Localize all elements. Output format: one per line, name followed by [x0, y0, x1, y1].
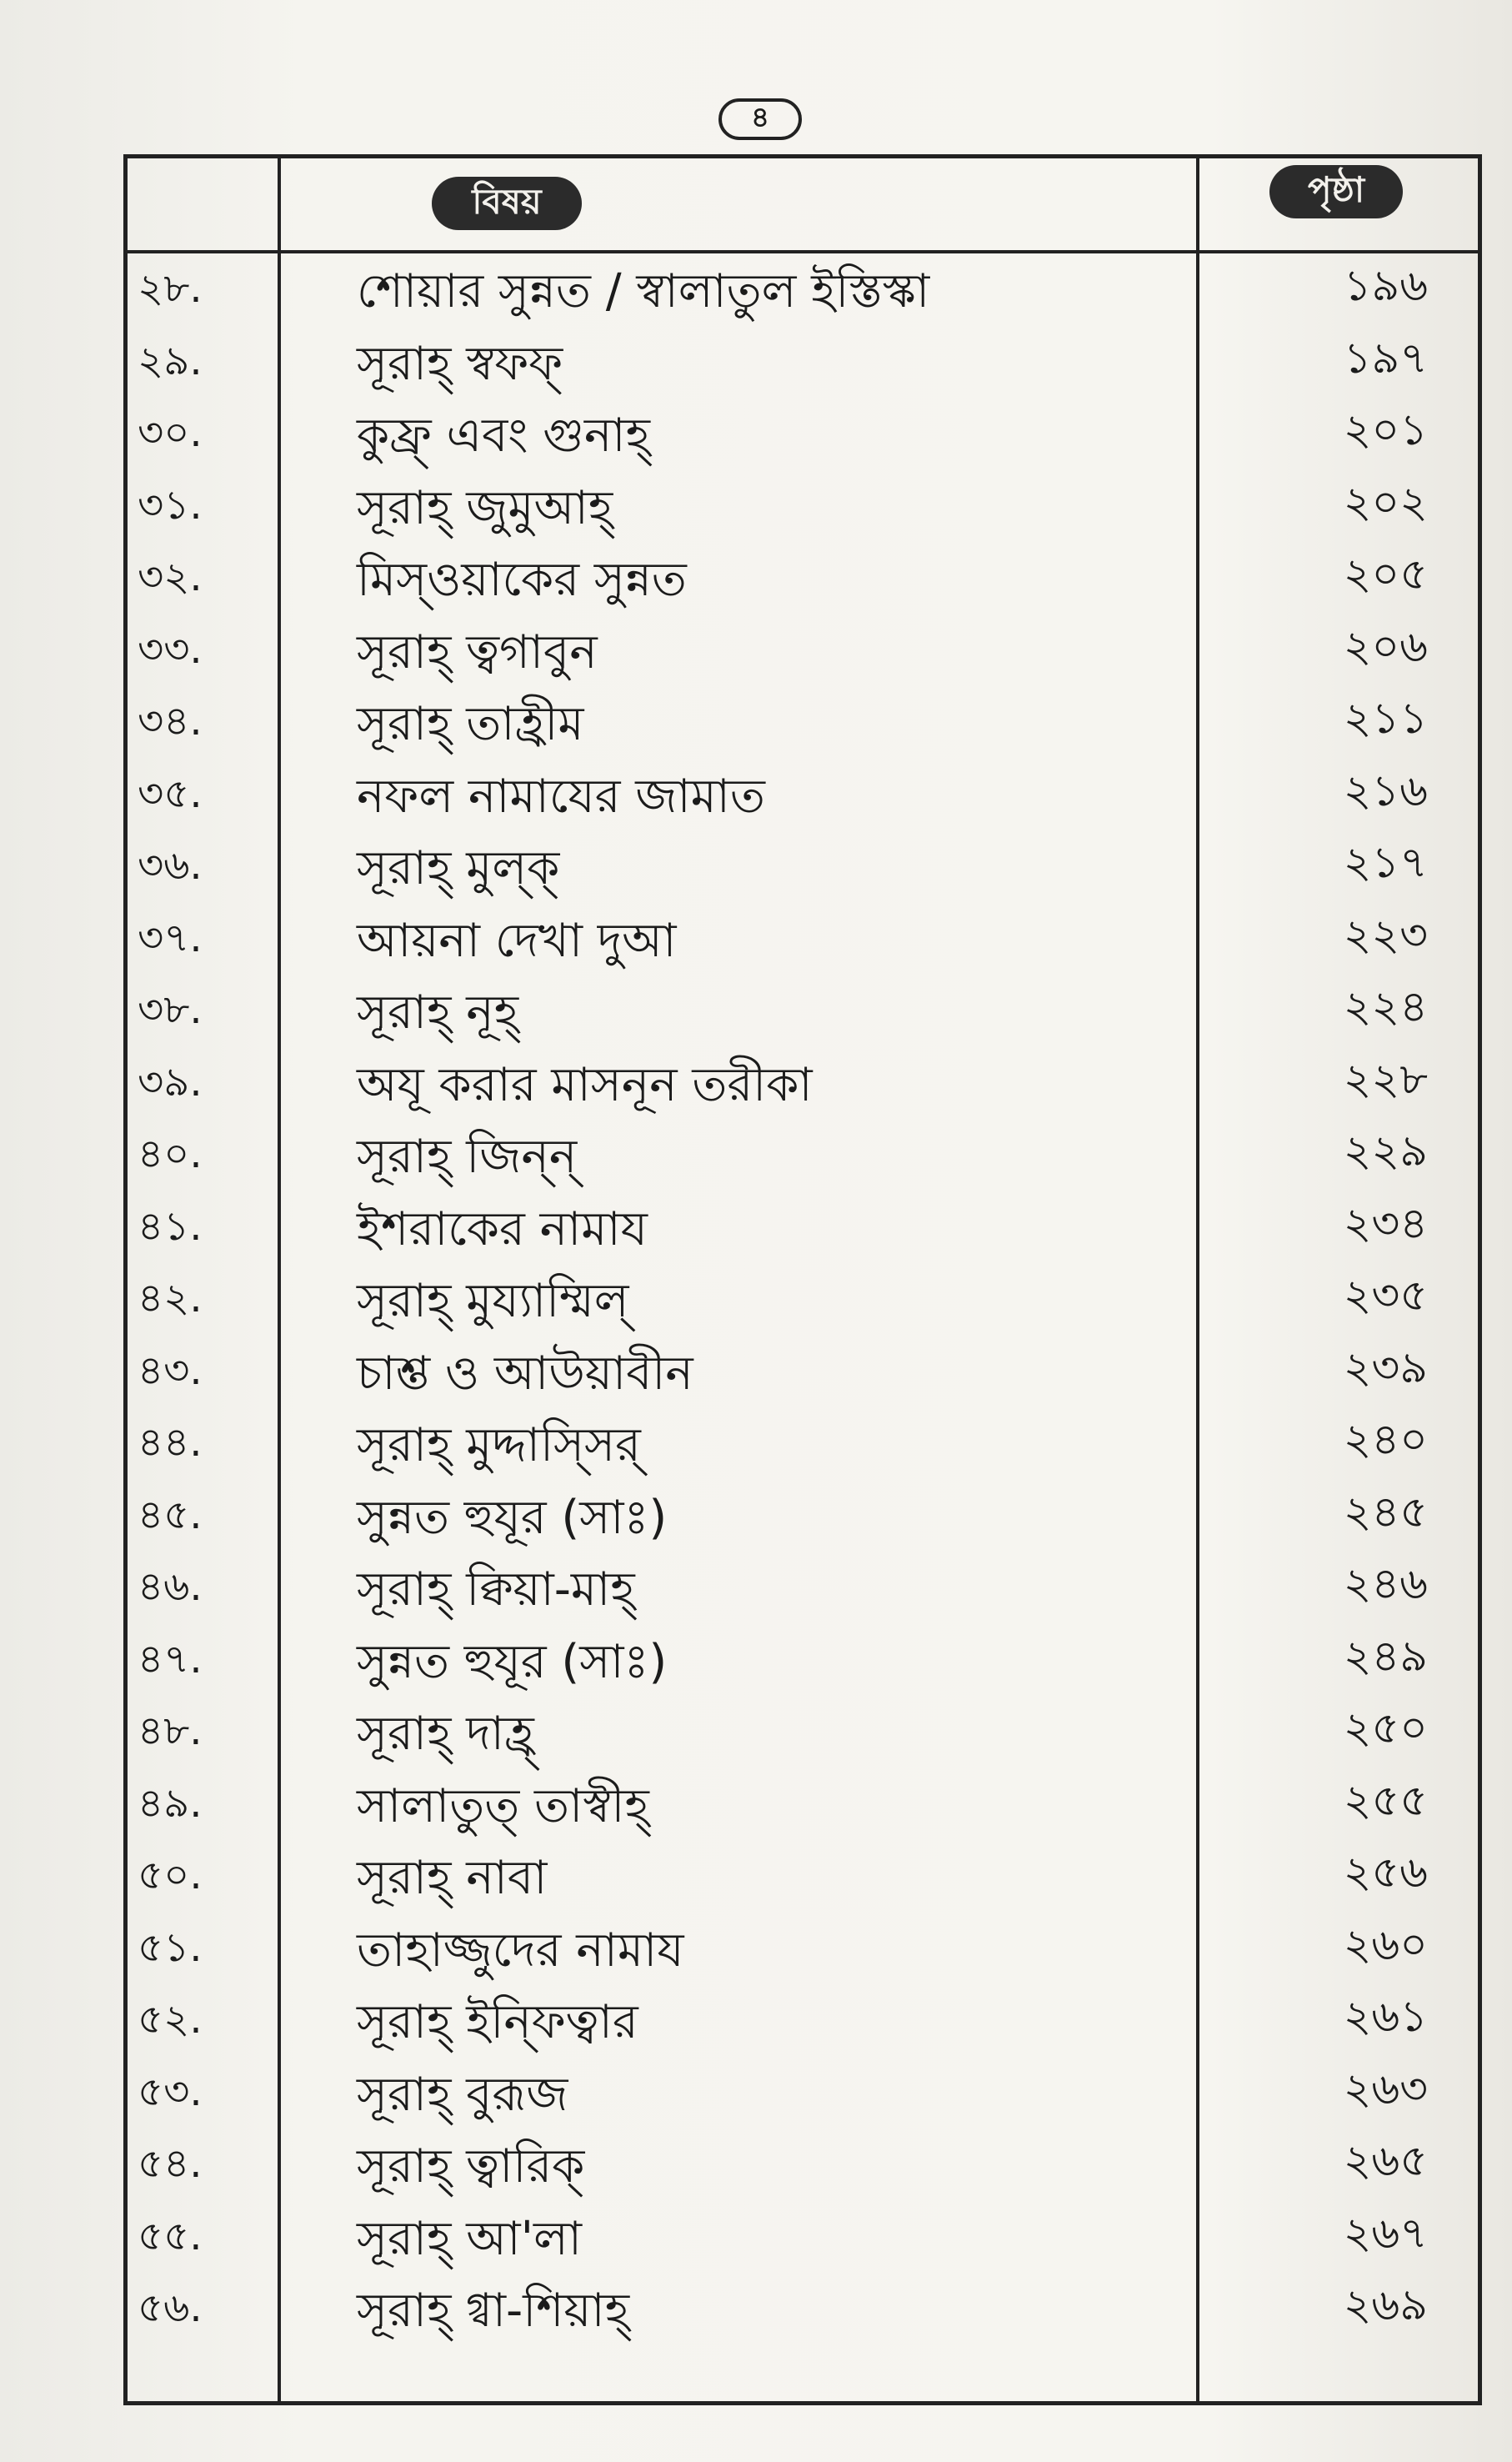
toc-entry-title: সূরাহ্ ত্বারিক্ — [357, 2139, 585, 2194]
toc-entry-page: ২১১ — [1343, 694, 1428, 744]
toc-entry-number: ৩৩. — [138, 625, 203, 673]
toc-entry-title: সূরাহ্ মুয্যাম্মিল্ — [357, 1274, 629, 1328]
toc-entry-number: ৩৬. — [138, 842, 203, 889]
toc-entry-page: ২২৯ — [1343, 1126, 1428, 1176]
toc-row — [128, 1117, 1478, 1190]
toc-entry-number: ৩৭. — [138, 914, 203, 961]
toc-entry-number: ৪০. — [138, 1131, 203, 1177]
toc-entry-number: ৪৩. — [138, 1346, 203, 1394]
toc-row — [128, 2199, 1478, 2272]
toc-entry-title: সূরাহ্ আ'লা — [357, 2211, 582, 2266]
toc-entry-title: নফল নামাযের জামাত — [357, 769, 765, 824]
toc-row — [128, 2271, 1478, 2344]
subject-column-header — [432, 177, 582, 230]
toc-row — [128, 252, 1478, 324]
toc-entry-number: ৫২. — [138, 1996, 203, 2043]
toc-entry-number: ৪৯. — [138, 1779, 203, 1827]
toc-row — [128, 324, 1478, 397]
toc-row — [128, 901, 1478, 974]
toc-entry-title: শোয়ার সুন্নত / স্বালাতুল ইস্তিস্কা — [357, 264, 930, 318]
toc-row — [128, 1550, 1478, 1622]
toc-row — [128, 1190, 1478, 1262]
toc-entry-page: ২১৭ — [1343, 838, 1428, 888]
toc-entry-number: ৫৬. — [138, 2284, 203, 2331]
toc-entry-title: সূরাহ্ দাহ্র্ — [357, 1707, 534, 1761]
toc-row — [128, 1334, 1478, 1406]
toc-entry-number: ৫০. — [138, 1852, 203, 1898]
toc-row — [128, 2127, 1478, 2199]
toc-row — [128, 2055, 1478, 2128]
toc-entry-number: ৩০. — [138, 409, 203, 456]
toc-entry-number: ৩৫. — [138, 770, 203, 817]
toc-entry-page: ২৬০ — [1343, 1919, 1428, 1970]
toc-entry-number: ৪২. — [138, 1275, 203, 1321]
toc-row — [128, 540, 1478, 613]
toc-entry-page: ২৫০ — [1343, 1703, 1428, 1753]
toc-row — [128, 613, 1478, 685]
toc-entry-page: ২০৬ — [1343, 621, 1428, 672]
toc-row — [128, 1261, 1478, 1334]
page-header-label: পৃষ্ঠা — [1307, 168, 1365, 210]
toc-row — [128, 1911, 1478, 1983]
toc-row — [128, 396, 1478, 469]
toc-entry-title: মিস্ওয়াকের সুন্নত — [357, 553, 687, 607]
toc-entry-title: আয়না দেখা দুআ — [357, 913, 677, 968]
toc-entry-page: ২২৮ — [1343, 1054, 1428, 1105]
toc-entry-title: অযূ করার মাসনূন তরীকা — [357, 1057, 813, 1112]
toc-entry-number: ৩৯. — [138, 1058, 203, 1106]
toc-entry-number: ৫৫. — [138, 2212, 203, 2259]
toc-entry-title: কুফ্র্ এবং গুনাহ্ — [357, 409, 650, 463]
toc-entry-number: ৪৭. — [138, 1635, 203, 1682]
toc-entry-number: ৩৮. — [138, 986, 203, 1033]
toc-entry-page: ২৪৬ — [1343, 1559, 1428, 1609]
toc-entry-number: ৩৪. — [138, 698, 203, 745]
toc-entry-title: সূরাহ্ মুদ্দাস্সির্ — [357, 1418, 641, 1472]
toc-row — [128, 757, 1478, 830]
page-column-header — [1269, 165, 1403, 218]
toc-row — [128, 829, 1478, 901]
subject-header-label: বিষয় — [472, 180, 542, 222]
toc-entry-page: ২৫৫ — [1343, 1775, 1428, 1826]
toc-entry-number: ৫১. — [138, 1923, 203, 1971]
toc-entry-page: ২০৫ — [1343, 549, 1428, 599]
toc-entry-title: সূরাহ্ জিন্ন্ — [357, 1130, 578, 1184]
toc-entry-page: ২৬৩ — [1343, 2063, 1428, 2114]
table-of-contents — [123, 154, 1482, 2405]
toc-entry-number: ২৯. — [138, 337, 203, 384]
toc-entry-number: ৪১. — [138, 1202, 203, 1250]
toc-entry-title: চাশ্ত ও আউয়াবীন — [357, 1346, 693, 1401]
toc-entry-title: সূরাহ্ নাবা — [357, 1851, 548, 1905]
toc-entry-number: ৫৪. — [138, 2140, 203, 2187]
toc-entry-title: সূরাহ্ ত্বগাবুন — [357, 624, 598, 679]
toc-entry-number: ৩১. — [138, 481, 203, 529]
toc-entry-page: ২৩৫ — [1343, 1271, 1428, 1321]
toc-entry-number: ৪৪. — [138, 1419, 203, 1466]
toc-entry-title: সুন্নত হুযূর (সাঃ) — [357, 1490, 668, 1545]
toc-entry-title: সূরাহ্ তাহ্রীম — [357, 697, 584, 751]
toc-row — [128, 973, 1478, 1045]
toc-row — [128, 1983, 1478, 2055]
toc-entry-number: ২৮. — [138, 265, 203, 312]
toc-row — [128, 1406, 1478, 1478]
toc-entry-page: ২১৬ — [1343, 765, 1428, 816]
toc-entry-title: সূরাহ্ স্বফফ্ — [357, 336, 563, 391]
toc-entry-page: ২৬৫ — [1343, 2136, 1428, 2186]
toc-entry-title: সূরাহ্ মুল্ক্ — [357, 841, 560, 895]
toc-row — [128, 469, 1478, 541]
toc-entry-title: সূরাহ্ জুমুআহ্ — [357, 480, 613, 535]
toc-entry-page: ১৯৭ — [1343, 333, 1428, 384]
toc-entry-page: ২৩৯ — [1343, 1342, 1428, 1393]
toc-row — [128, 1767, 1478, 1839]
toc-entry-title: সূরাহ্ বুরূজ — [357, 2067, 568, 2122]
toc-entry-title: তাহাজ্জুদের নামায — [357, 1923, 684, 1978]
toc-entry-page: ২২৪ — [1343, 982, 1428, 1032]
toc-entry-title: সালাতুত্ তাস্বীহ্ — [357, 1778, 649, 1833]
toc-entry-page: ২৬১ — [1343, 1992, 1428, 2042]
toc-entry-page: ২২৩ — [1343, 910, 1428, 960]
page-number-badge — [718, 98, 802, 140]
toc-entry-title: সুন্নত হুযূর (সাঃ) — [357, 1634, 668, 1689]
toc-row — [128, 1622, 1478, 1695]
toc-row — [128, 1478, 1478, 1551]
toc-entry-number: ৩২. — [138, 554, 203, 600]
toc-entry-page: ১৯৬ — [1343, 261, 1428, 311]
toc-row — [128, 684, 1478, 757]
toc-entry-page: ২৬৯ — [1343, 2280, 1428, 2330]
toc-entry-title: সূরাহ্ ইন্ফিত্বার — [357, 1995, 638, 2049]
toc-entry-page: ২০১ — [1343, 405, 1428, 455]
page-number: ৪ — [750, 100, 770, 134]
toc-entry-title: সূরাহ্ নূহ্ — [357, 985, 519, 1040]
toc-row — [128, 1694, 1478, 1767]
toc-entry-title: সূরাহ্ গ্বা-শিয়াহ্ — [357, 2284, 630, 2338]
toc-row — [128, 1838, 1478, 1911]
toc-entry-number: ৪৬. — [138, 1563, 203, 1610]
toc-entry-page: ২৬৭ — [1343, 2208, 1428, 2259]
toc-entry-page: ২৪৫ — [1343, 1487, 1428, 1537]
toc-entry-number: ৪৮. — [138, 1707, 203, 1754]
toc-entry-page: ২৫৬ — [1343, 1848, 1428, 1898]
toc-entry-title: ইশরাকের নামায — [357, 1201, 648, 1256]
toc-entry-page: ২৪৯ — [1343, 1631, 1428, 1682]
toc-row — [128, 1045, 1478, 1118]
toc-entry-number: ৫৩. — [138, 2068, 203, 2115]
toc-entry-number: ৪৫. — [138, 1491, 203, 1538]
toc-rows — [128, 252, 1478, 2344]
toc-entry-page: ২০২ — [1343, 477, 1428, 528]
toc-entry-page: ২৩৪ — [1343, 1198, 1428, 1249]
toc-entry-page: ২৪০ — [1343, 1415, 1428, 1465]
toc-entry-title: সূরাহ্ ক্বিয়া-মাহ্ — [357, 1562, 635, 1617]
